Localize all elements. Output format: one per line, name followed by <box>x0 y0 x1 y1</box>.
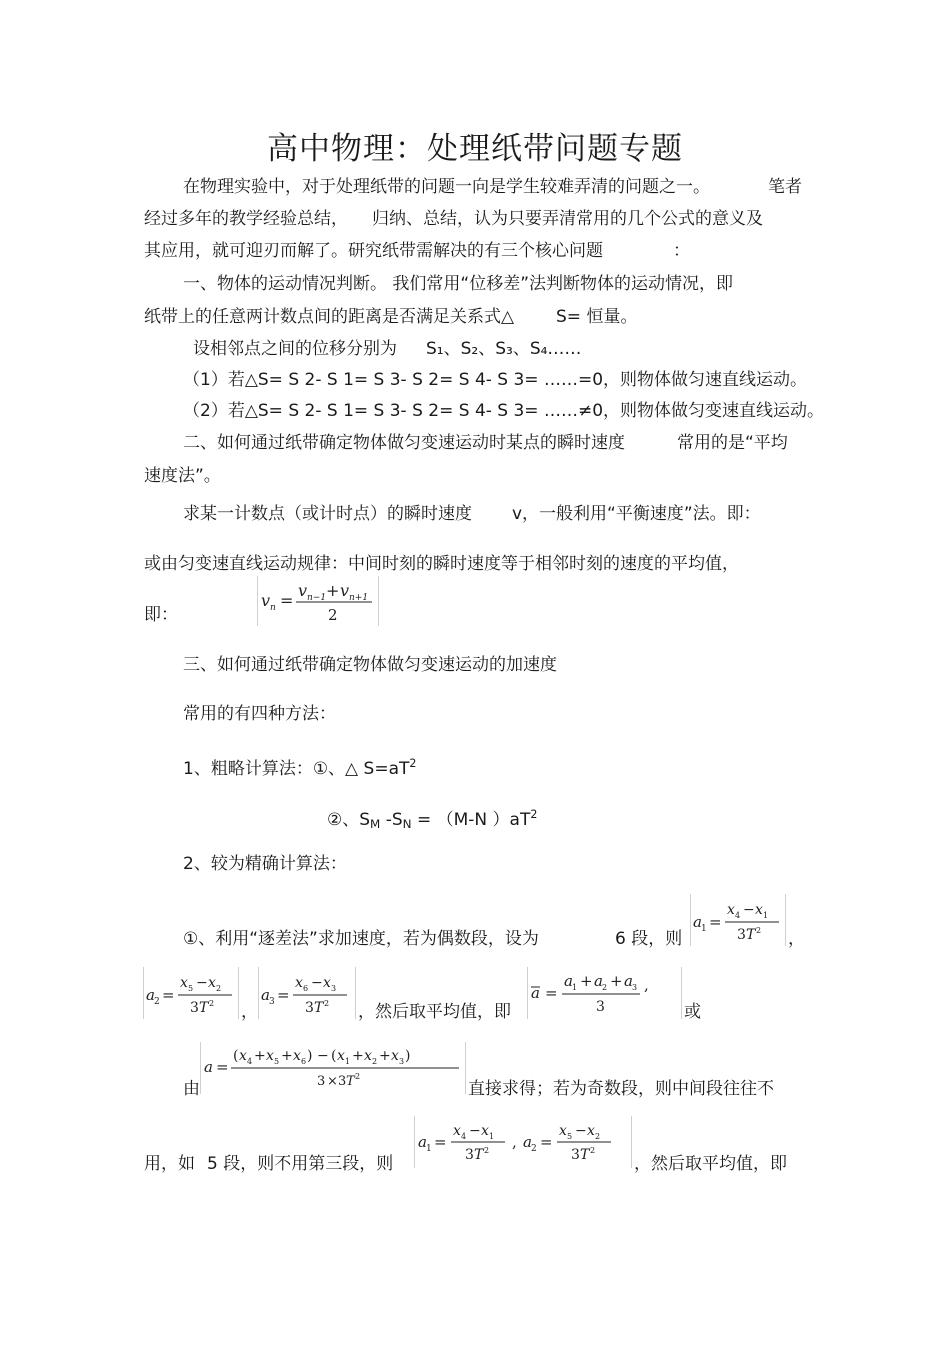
svg-text:2: 2 <box>756 926 762 935</box>
svg-text:=: = <box>277 986 290 1004</box>
odd-formula-image <box>414 1116 632 1168</box>
section-1-heading: 一、物体的运动情况判断。 我们常用“位移差”法判断物体的运动情况，即 <box>183 274 734 294</box>
svg-text:2: 2 <box>324 999 330 1008</box>
section-2-heading: 二、如何通过纸带确定物体做匀变速运动时某点的瞬时速度 <box>183 433 625 453</box>
section-2-line-3: 求某一计数点（或计时点）的瞬时速度 <box>183 504 472 524</box>
method-1: 1、粗略计算法：①、△ $S=aT^2$ <box>183 757 417 779</box>
svg-text:v: v <box>340 581 350 600</box>
svg-text:4: 4 <box>247 1057 253 1066</box>
svg-text:2: 2 <box>328 606 338 624</box>
section-2-heading-end: 常用的是“平均 <box>677 433 788 453</box>
svg-text:5: 5 <box>188 984 194 993</box>
svg-text:2: 2 <box>209 999 215 1008</box>
svg-text:3: 3 <box>331 984 337 993</box>
svg-text:+: + <box>610 972 623 990</box>
svg-text:n: n <box>270 603 276 613</box>
svg-text:+: + <box>352 1048 364 1064</box>
svg-text:6: 6 <box>303 984 309 993</box>
section-2-line-3-end: v，一般利用“平衡速度”法。即： <box>512 504 761 524</box>
svg-text:): ) <box>307 1048 313 1064</box>
svg-text:4: 4 <box>461 1132 467 1141</box>
svg-text:a: a <box>261 986 270 1004</box>
svg-text:2: 2 <box>154 997 160 1007</box>
intro-line-1-end: 笔者 <box>768 177 802 197</box>
svg-text:,: , <box>644 976 649 994</box>
intro-line-1: 在物理实验中，对于处理纸带的问题一向是学生较难弄清的问题之一。 <box>183 177 710 197</box>
svg-text:T: T <box>346 1074 355 1089</box>
section-2-line-4: 或由匀变速直线运动规律：中间时刻的瞬时速度等于相邻时刻的速度的平均值， <box>144 554 739 574</box>
svg-text:x: x <box>293 1048 301 1064</box>
svg-text:1: 1 <box>489 1132 495 1141</box>
svg-text:T: T <box>580 1147 590 1163</box>
svg-text:n+1: n+1 <box>349 593 369 603</box>
svg-text:=: = <box>545 984 558 1002</box>
svg-text:+: + <box>326 581 340 600</box>
svg-text:2: 2 <box>355 1072 361 1081</box>
velocity-formula-image <box>257 576 379 626</box>
a3-formula-image <box>258 967 356 1019</box>
svg-text:a: a <box>564 972 573 990</box>
method-1-formula-2: ②、$S_M$ $-S_N = (M-N$ ）$aT^2$ <box>327 808 538 831</box>
svg-text:3: 3 <box>305 1000 314 1016</box>
svg-text:+: + <box>580 972 593 990</box>
svg-text:1: 1 <box>426 1144 432 1154</box>
svg-text:a: a <box>418 1133 427 1151</box>
svg-text:a: a <box>624 972 633 990</box>
comma-1: ， <box>788 929 805 949</box>
svg-text:x: x <box>587 1123 595 1139</box>
svg-text:a: a <box>204 1058 213 1076</box>
svg-text:a: a <box>523 1133 532 1151</box>
a1-formula-image <box>690 894 786 946</box>
svg-text:(: ( <box>233 1048 239 1064</box>
svg-text:1: 1 <box>763 911 769 920</box>
section-1-line-2: 纸带上的任意两计数点间的距离是否满足关系式△ <box>144 307 515 327</box>
svg-text:3: 3 <box>399 1057 405 1066</box>
svg-text:+: + <box>254 1048 266 1064</box>
svg-text:3: 3 <box>190 1000 199 1016</box>
svg-text:x: x <box>481 1123 489 1139</box>
svg-text:x: x <box>266 1048 274 1064</box>
svg-text:=: = <box>540 1133 553 1151</box>
odd-case-text: 用，如 <box>144 1154 195 1174</box>
svg-text:1: 1 <box>701 924 707 934</box>
svg-text:=: = <box>216 1058 229 1076</box>
svg-text:−: − <box>196 975 208 991</box>
then-average: ，然后取平均值，即 <box>358 1002 511 1022</box>
svg-text:−: − <box>317 1048 329 1064</box>
section-2-line-2: 速度法”。 <box>144 466 221 486</box>
svg-text:a: a <box>693 913 702 931</box>
svg-text:T: T <box>474 1147 484 1163</box>
svg-text:x: x <box>453 1123 461 1139</box>
svg-text:x: x <box>208 975 216 991</box>
svg-text:3: 3 <box>317 1074 326 1089</box>
successive-difference-line: ①、利用“逐差法”求加速度，若为偶数段，设为 <box>183 929 539 949</box>
svg-text:1: 1 <box>572 983 578 992</box>
svg-text:3: 3 <box>737 927 746 943</box>
case-2: （2）若△S= S 2- S 1= S 3- S 2= S 4- S 3= ……≠0，则物体做匀变速直线运动。 <box>183 401 825 421</box>
by-text: 由 <box>183 1079 200 1099</box>
intro-line-3-colon: ： <box>673 241 690 261</box>
methods-intro: 常用的有四种方法： <box>183 704 336 724</box>
svg-text:a: a <box>594 972 603 990</box>
svg-text:=: = <box>434 1133 447 1151</box>
svg-text:5: 5 <box>274 1057 280 1066</box>
svg-text:x: x <box>323 975 331 991</box>
section-1-displacements: S₁、S₂、S₃、S₄…… <box>426 339 582 359</box>
svg-text:x: x <box>337 1048 345 1064</box>
svg-text:3: 3 <box>632 983 638 992</box>
svg-text:x: x <box>755 902 763 918</box>
combined-formula-image <box>200 1042 466 1094</box>
svg-text:1: 1 <box>345 1057 351 1066</box>
a2-formula-image <box>143 967 239 1019</box>
svg-text:−: − <box>311 975 323 991</box>
svg-text:3: 3 <box>571 1147 580 1163</box>
svg-text:,: , <box>512 1133 517 1151</box>
svg-text:4: 4 <box>735 911 741 920</box>
svg-text:3: 3 <box>596 999 605 1015</box>
svg-text:2: 2 <box>372 1057 378 1066</box>
svg-text:T: T <box>314 1000 324 1016</box>
svg-text:2: 2 <box>216 984 222 993</box>
svg-text:x: x <box>727 902 735 918</box>
svg-text:x: x <box>364 1048 372 1064</box>
svg-text:a: a <box>531 984 540 1002</box>
svg-text:x: x <box>180 975 188 991</box>
case-1: （1）若△S= S 2- S 1= S 3- S 2= S 4- S 3= ……=0，则物体做匀速直线运动。 <box>183 370 808 390</box>
svg-text:x: x <box>295 975 303 991</box>
direct-text: 直接求得；若为奇数段，则中间段往往不 <box>468 1079 774 1099</box>
odd-case-text-2: 5 段，则不用第三段，则 <box>207 1154 394 1174</box>
intro-line-2-end: 归纳、总结，认为只要弄清常用的几个公式的意义及 <box>372 209 763 229</box>
svg-text:2: 2 <box>602 983 608 992</box>
page-title: 高中物理：处理纸带问题专题 <box>267 131 683 167</box>
svg-text:x: x <box>391 1048 399 1064</box>
svg-text:=: = <box>162 986 175 1004</box>
svg-text:2: 2 <box>590 1146 596 1155</box>
intro-line-2: 经过多年的教学经验总结， <box>144 209 348 229</box>
intro-line-3: 其应用，就可迎刃而解了。研究纸带需解决的有三个核心问题 <box>144 241 603 261</box>
svg-text:2: 2 <box>595 1132 601 1141</box>
svg-text:6: 6 <box>301 1057 307 1066</box>
svg-text:3: 3 <box>465 1147 474 1163</box>
svg-text:2: 2 <box>484 1146 490 1155</box>
svg-text:−: − <box>575 1123 587 1139</box>
svg-text:+: + <box>379 1048 391 1064</box>
average-formula-image <box>527 967 682 1019</box>
svg-text:T: T <box>199 1000 209 1016</box>
svg-text:n−1: n−1 <box>307 593 327 603</box>
comma-2: ， <box>241 1002 258 1022</box>
svg-text:(: ( <box>331 1048 337 1064</box>
svg-text:): ) <box>405 1048 411 1064</box>
method-2: 2、较为精确计算法： <box>183 854 347 874</box>
section-1-line-2-end: S= 恒量。 <box>556 307 638 327</box>
svg-text:+: + <box>281 1048 293 1064</box>
svg-text:3: 3 <box>338 1074 347 1089</box>
or-text: 或 <box>684 1002 701 1022</box>
svg-text:v: v <box>298 581 308 600</box>
svg-text:=: = <box>709 913 722 931</box>
successive-difference-line-end: 6 段，则 <box>615 929 683 949</box>
section-1-line-3: 设相邻点之间的位移分别为 <box>193 339 397 359</box>
section-2-line-5: 即： <box>144 605 178 625</box>
svg-text:×: × <box>327 1074 338 1089</box>
svg-text:2: 2 <box>531 1144 537 1154</box>
svg-text:3: 3 <box>269 997 275 1007</box>
svg-text:=: = <box>280 591 294 610</box>
svg-text:v: v <box>261 591 271 610</box>
odd-case-end: ，然后取平均值，即 <box>634 1154 787 1174</box>
svg-text:−: − <box>743 902 755 918</box>
svg-text:x: x <box>239 1048 247 1064</box>
svg-text:T: T <box>746 927 756 943</box>
section-3-heading: 三、如何通过纸带确定物体做匀变速运动的加速度 <box>183 655 557 675</box>
svg-text:a: a <box>146 986 155 1004</box>
svg-text:−: − <box>469 1123 481 1139</box>
svg-text:x: x <box>559 1123 567 1139</box>
svg-text:5: 5 <box>567 1132 573 1141</box>
